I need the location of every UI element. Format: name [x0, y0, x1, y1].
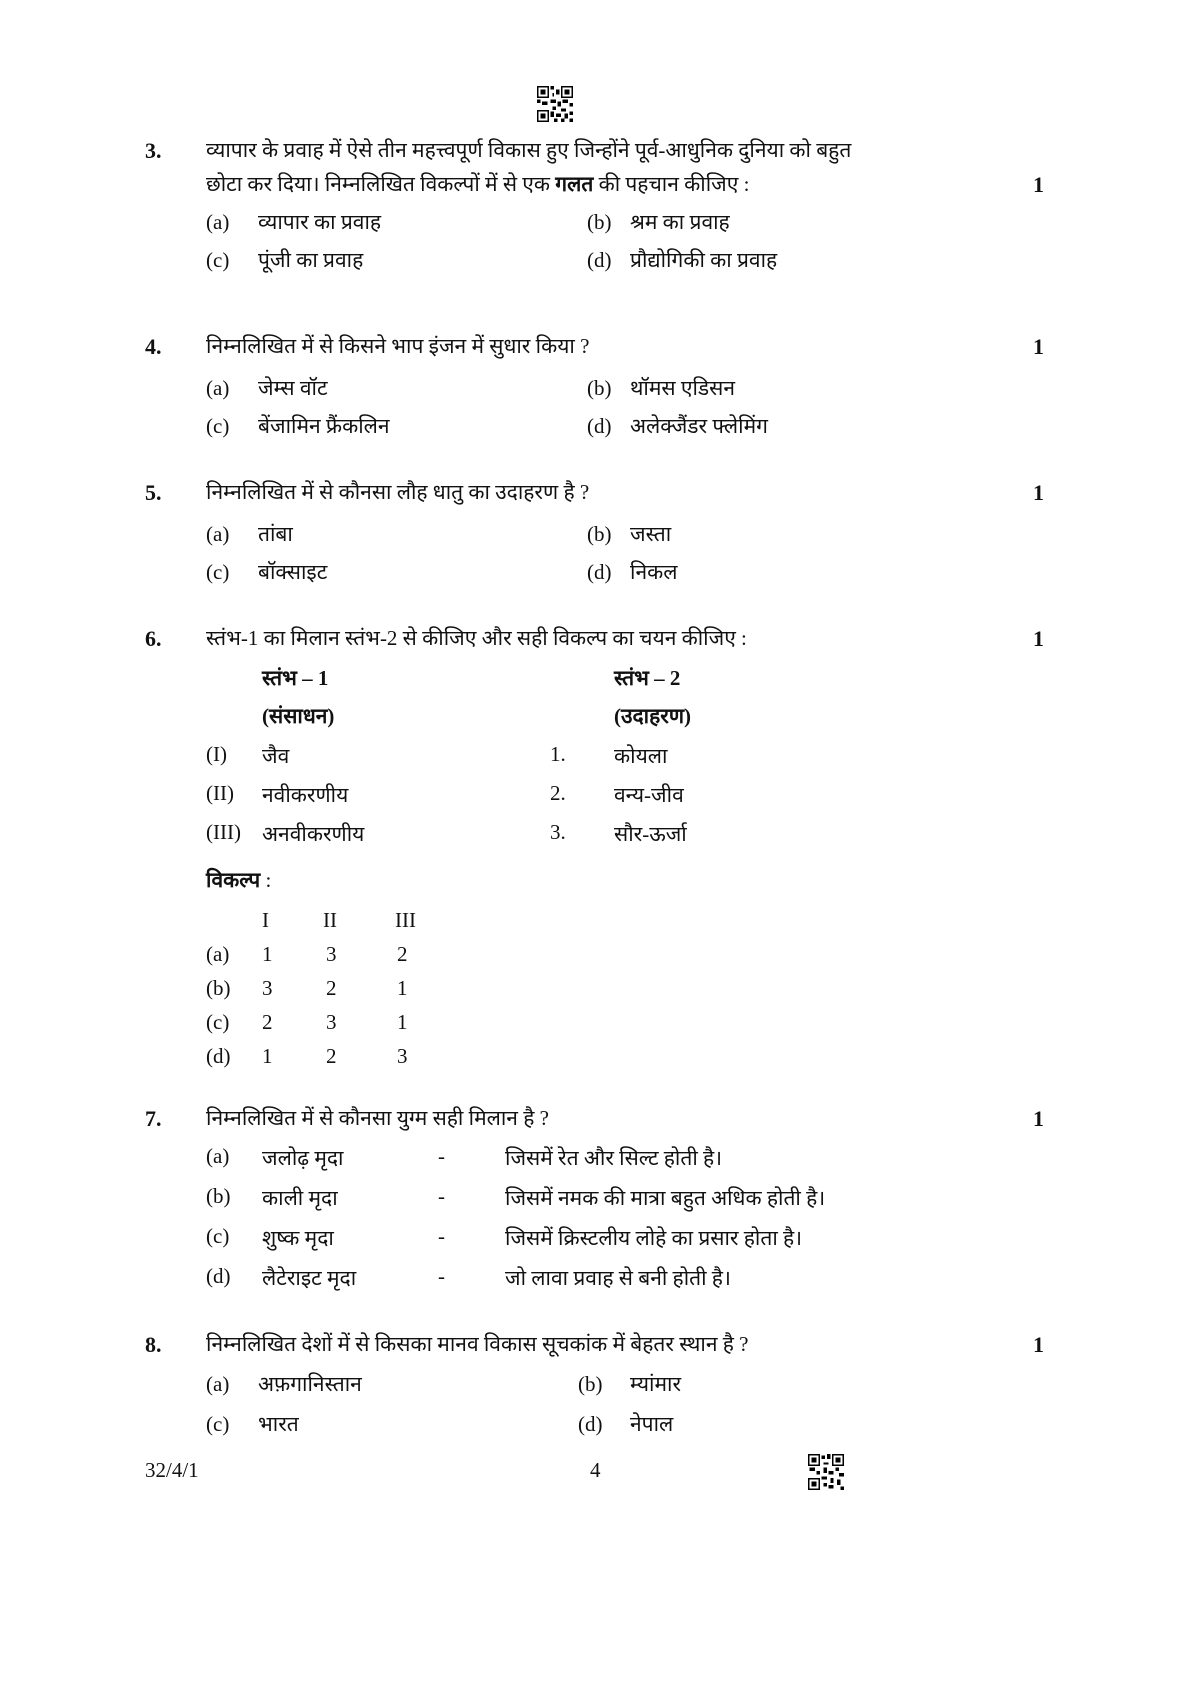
option-text: नेपाल [630, 1412, 674, 1436]
choice-label: (b) [206, 976, 231, 1000]
choice-value: 3 [326, 942, 337, 966]
option-text: जस्ता [630, 522, 672, 546]
marks: 1 [1033, 334, 1044, 359]
option-label: (c) [206, 248, 230, 272]
question-number: 5. [145, 480, 162, 505]
choice-value: 2 [326, 976, 337, 1000]
emphasis-word: गलत [555, 172, 594, 196]
option-a[interactable] [206, 208, 381, 236]
question-number: 7. [145, 1106, 162, 1131]
question-number: 6. [145, 626, 162, 651]
option-text: भारत [258, 1412, 299, 1436]
option-text: थॉमस एडिसन [630, 376, 735, 400]
column-1-subheader: (संसाधन) [262, 704, 335, 728]
option-c[interactable] [206, 412, 390, 440]
option-text: तांबा [258, 522, 293, 546]
choice-value: 1 [262, 942, 273, 966]
column-1-item-label: (III) [206, 820, 241, 844]
choices-header-II: II [323, 908, 337, 932]
option-a[interactable] [206, 520, 293, 548]
option-dash: - [438, 1224, 445, 1248]
option-d[interactable] [587, 558, 677, 586]
choice-value: 3 [397, 1044, 408, 1068]
option-text: अफ़गानिस्तान [258, 1372, 362, 1396]
option-label: (d) [587, 414, 612, 438]
column-2-item-label: 1. [550, 742, 566, 766]
column-2-item: सौर-ऊर्जा [614, 822, 687, 846]
option-d[interactable] [587, 412, 768, 440]
option-c[interactable] [206, 558, 327, 586]
option-label: (d) [587, 248, 612, 272]
choice-value: 1 [397, 1010, 408, 1034]
column-1-item: अनवीकरणीय [262, 822, 365, 846]
option-c[interactable] [206, 1410, 299, 1438]
choices-header-I: I [262, 908, 269, 932]
option-b[interactable] [578, 1370, 681, 1398]
column-1-header: स्तंभ – 1 [262, 666, 329, 690]
question-text: स्तंभ-1 का मिलान स्तंभ-2 से कीजिए और सही विकल्प का चयन कीजिए : [206, 626, 747, 650]
option-label: (b) [587, 522, 612, 546]
option-b[interactable] [587, 520, 671, 548]
question-text: निम्नलिखित में से किसने भाप इंजन में सुधार किया ? [206, 334, 590, 358]
option-text: व्यापार का प्रवाह [258, 210, 382, 234]
question-text: निम्नलिखित में से कौनसा युग्म सही मिलान है ? [206, 1106, 549, 1130]
choice-label: (c) [206, 1010, 230, 1034]
option-text: बेंजामिन फ्रैंकलिन [258, 414, 390, 438]
option-b[interactable] [587, 208, 730, 236]
option-dash: - [438, 1264, 445, 1288]
option-text: प्रौद्योगिकी का प्रवाह [630, 248, 778, 272]
option-label: (b) [587, 376, 612, 400]
choice-value: 1 [397, 976, 408, 1000]
option-label: (b) [578, 1372, 603, 1396]
option-b[interactable] [587, 374, 735, 402]
option-label: (c) [206, 1224, 230, 1248]
option-d[interactable] [587, 246, 777, 274]
question-text-line1: व्यापार के प्रवाह में ऐसे तीन महत्त्वपूर्ण विकास हुए जिन्होंने पूर्व-आधुनिक दुनिया को बहुत [206, 138, 852, 162]
question-number: 8. [145, 1332, 162, 1357]
marks: 1 [1033, 626, 1044, 651]
option-left: काली मृदा [262, 1186, 338, 1210]
option-dash: - [438, 1184, 445, 1208]
option-right: जिसमें रेत और सिल्ट होती है। [505, 1146, 723, 1170]
option-d[interactable] [578, 1410, 673, 1438]
option-label: (a) [206, 376, 230, 400]
question-text-line2 [206, 168, 749, 200]
option-label: (d) [587, 560, 612, 584]
option-text: बॉक्साइट [258, 560, 328, 584]
option-a[interactable] [206, 1370, 362, 1398]
choice-label: (a) [206, 942, 230, 966]
column-2-item: कोयला [614, 744, 668, 768]
column-1-item-label: (I) [206, 742, 227, 766]
choice-value: 2 [397, 942, 408, 966]
question-text: निम्नलिखित में से कौनसा लौह धातु का उदाहरण है ? [206, 480, 590, 504]
option-right: जो लावा प्रवाह से बनी होती है। [505, 1266, 731, 1290]
marks: 1 [1033, 1106, 1044, 1131]
option-label: (c) [206, 414, 230, 438]
page-number: 4 [590, 1458, 601, 1482]
question-text-pre: छोटा कर दिया। निम्नलिखित विकल्पों में से एक [206, 172, 556, 196]
column-1-item: नवीकरणीय [262, 783, 349, 807]
option-label: (b) [587, 210, 612, 234]
option-a[interactable] [206, 374, 328, 402]
column-2-subheader: (उदाहरण) [614, 704, 692, 728]
marks: 1 [1033, 480, 1044, 505]
column-2-item-label: 2. [550, 781, 566, 805]
choice-value: 1 [262, 1044, 273, 1068]
option-text: अलेक्जैंडर फ्लेमिंग [630, 414, 768, 438]
option-text: निकल [630, 560, 678, 584]
column-2-item: वन्य-जीव [614, 783, 684, 807]
question-number: 3. [145, 138, 162, 163]
qr-code-top-icon [537, 86, 573, 122]
option-label: (d) [206, 1264, 231, 1288]
option-text: पूंजी का प्रवाह [258, 248, 364, 272]
choice-value: 2 [326, 1044, 337, 1068]
question-text-post: की पहचान कीजिए : [593, 172, 750, 196]
marks: 1 [1033, 1332, 1044, 1357]
option-text: श्रम का प्रवाह [630, 210, 730, 234]
column-1-item: जैव [262, 744, 290, 768]
option-right: जिसमें क्रिस्टलीय लोहे का प्रसार होता है। [505, 1226, 803, 1250]
option-label: (d) [578, 1412, 603, 1436]
column-1-item-label: (II) [206, 781, 234, 805]
choices-title: विकल्प : [206, 868, 272, 892]
option-text: जेम्स वॉट [258, 376, 328, 400]
option-text: म्यांमार [630, 1372, 682, 1396]
column-2-header: स्तंभ – 2 [614, 666, 681, 690]
option-label: (a) [206, 522, 230, 546]
question-text: निम्नलिखित देशों में से किसका मानव विकास सूचकांक में बेहतर स्थान है ? [206, 1332, 749, 1356]
option-left: जलोढ़ मृदा [262, 1146, 344, 1170]
option-label: (a) [206, 210, 230, 234]
column-2-item-label: 3. [550, 820, 566, 844]
option-label: (a) [206, 1372, 230, 1396]
option-label: (a) [206, 1144, 230, 1168]
choices-header-III: III [395, 908, 416, 932]
option-c[interactable] [206, 246, 363, 274]
option-right: जिसमें नमक की मात्रा बहुत अधिक होती है। [505, 1186, 826, 1210]
choice-value: 2 [262, 1010, 273, 1034]
option-label: (c) [206, 560, 230, 584]
question-number: 4. [145, 334, 162, 359]
paper-code: 32/4/1 [145, 1458, 199, 1482]
option-label: (c) [206, 1412, 230, 1436]
option-label: (b) [206, 1184, 231, 1208]
option-left: शुष्क मृदा [262, 1226, 334, 1250]
marks: 1 [1033, 172, 1044, 197]
option-left: लैटेराइट मृदा [262, 1266, 357, 1290]
qr-code-bottom-icon [808, 1454, 844, 1490]
choice-label: (d) [206, 1044, 231, 1068]
choice-value: 3 [262, 976, 273, 1000]
option-dash: - [438, 1144, 445, 1168]
choice-value: 3 [326, 1010, 337, 1034]
